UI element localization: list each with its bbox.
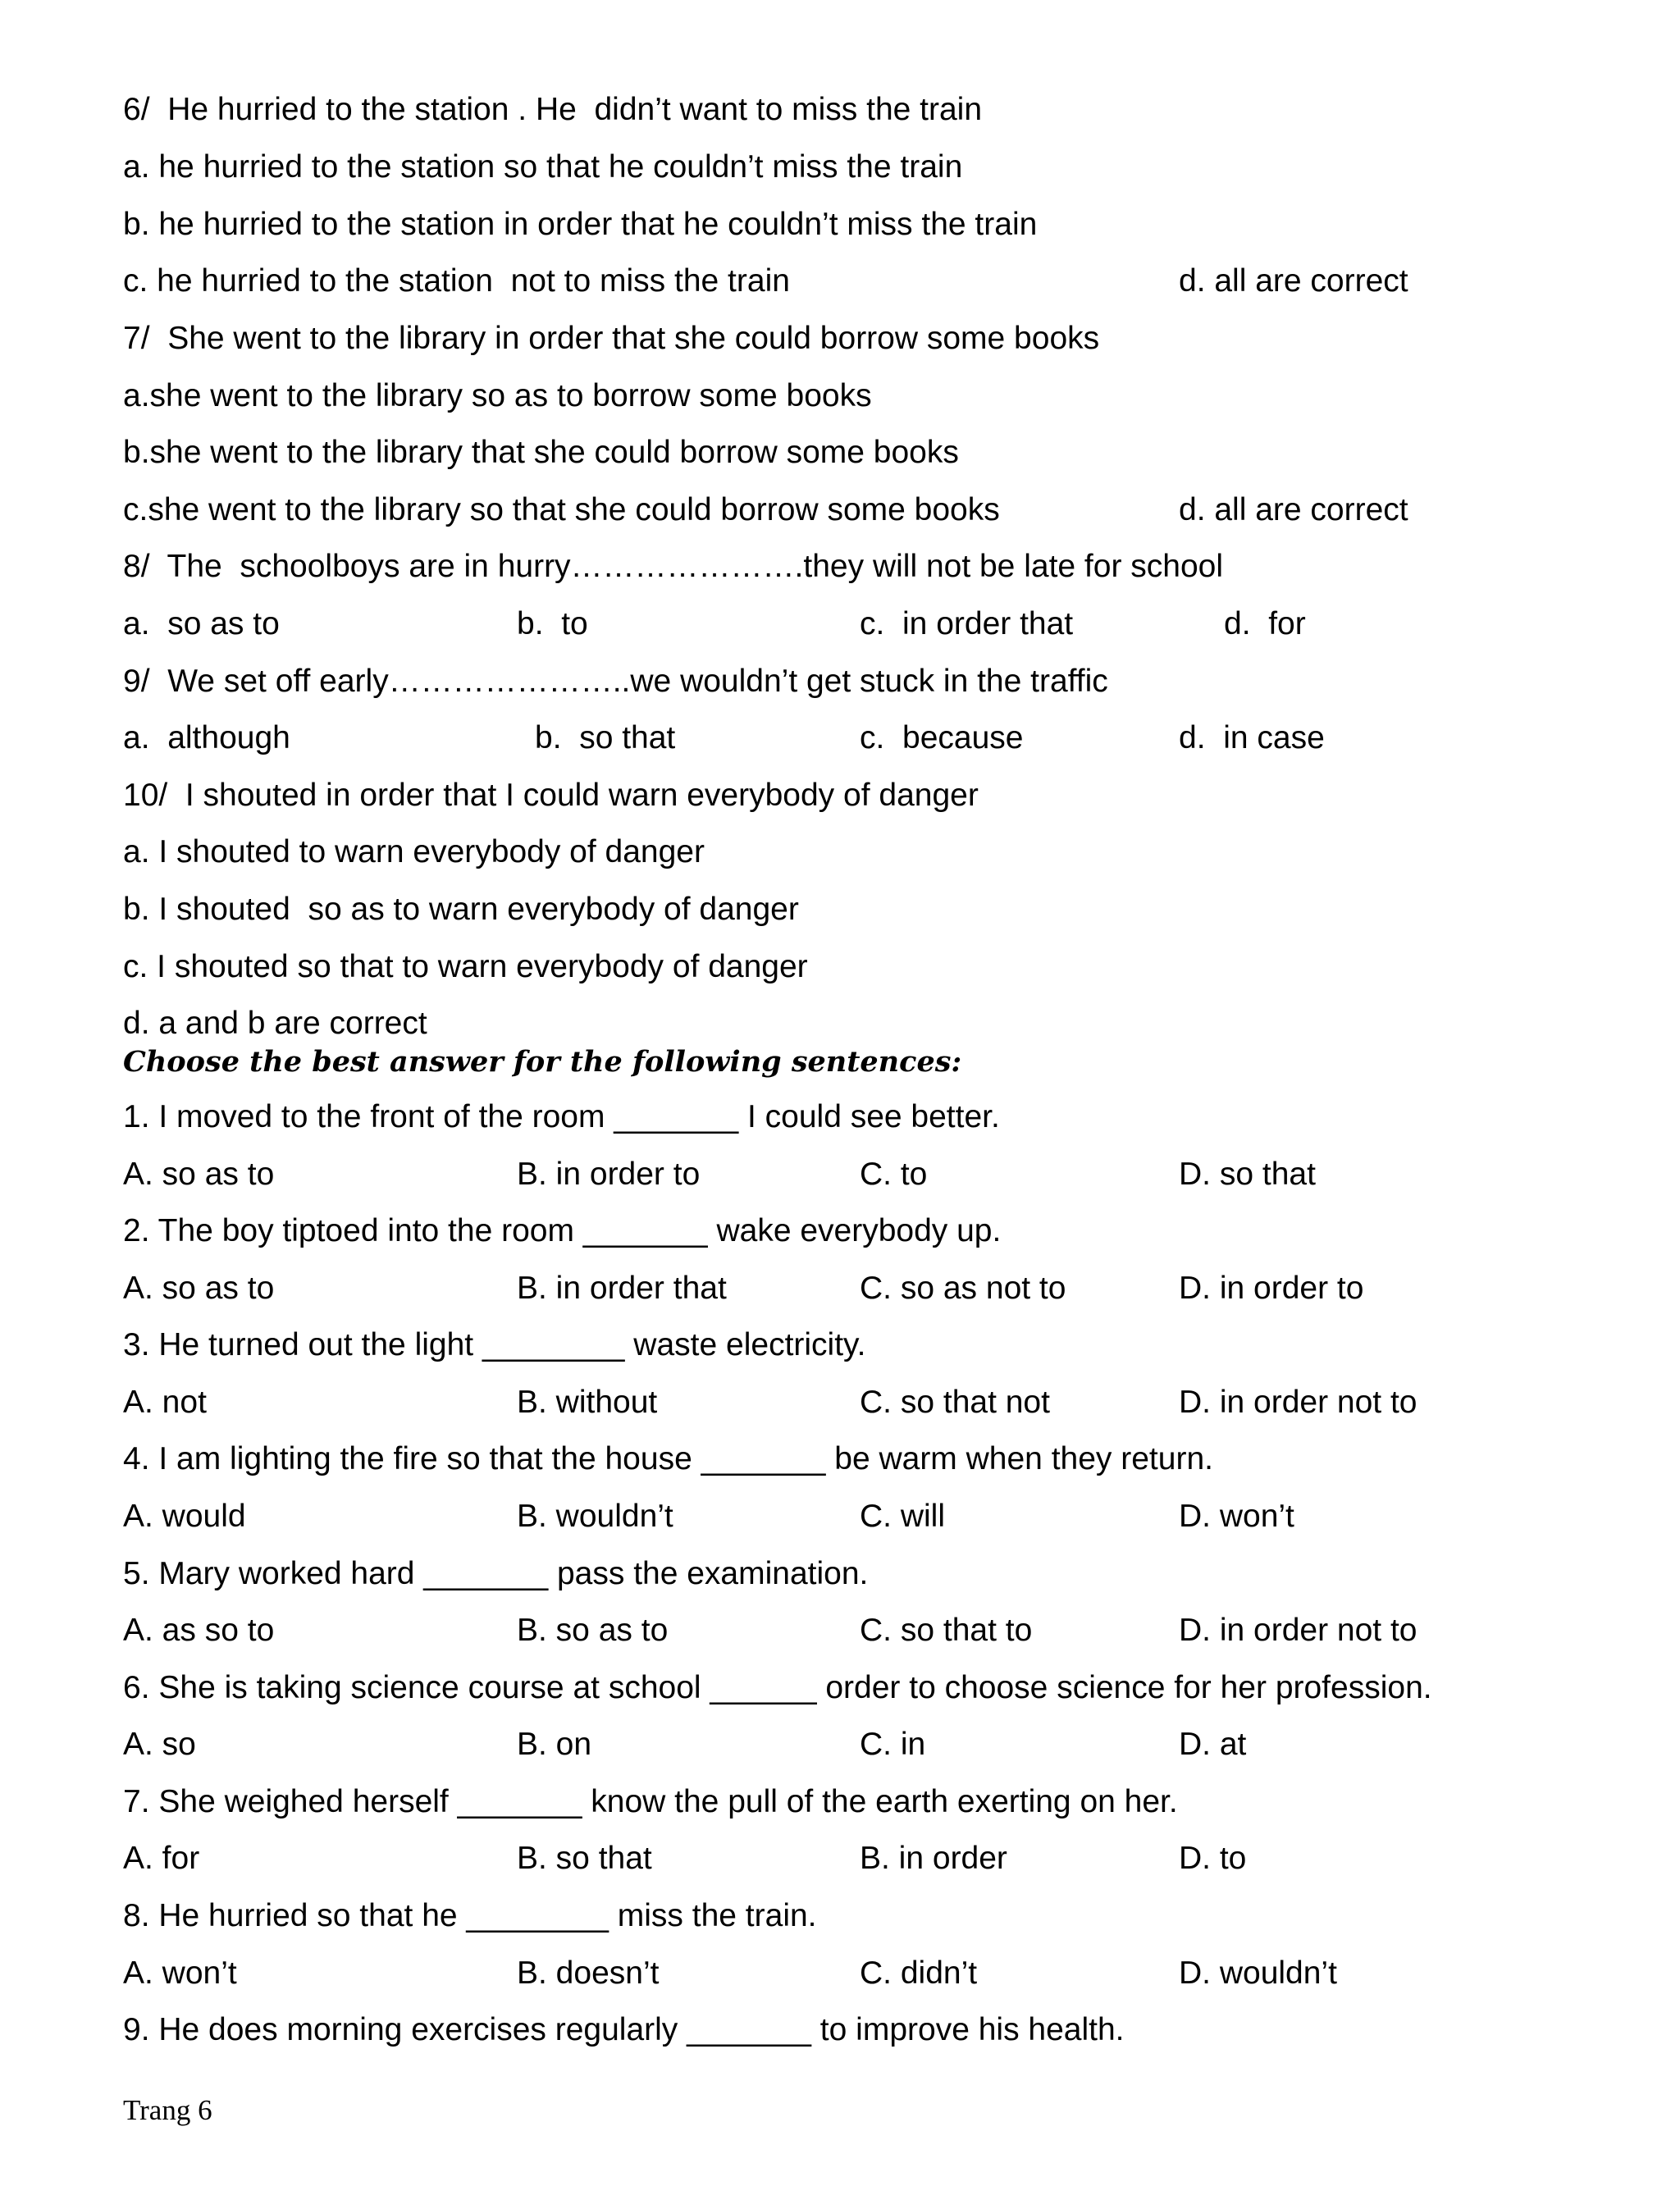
q10-option-c: c. I shouted so that to warn everybody of danger: [123, 949, 808, 984]
p2-q8-options: [123, 1949, 1600, 1998]
p2-q1-option-b: B. in order to: [517, 1157, 701, 1192]
p2-q4-text: 4. I am lighting the fire so that the house _______ be warm when they return.: [123, 1441, 1213, 1476]
q9-question: 9/ We set off early…………………..we wouldn’t get stuck in the traffic: [123, 664, 1108, 699]
p2-q8-option-a: A. won’t: [123, 1955, 237, 1991]
p2-q3-option-a: A. not: [123, 1385, 207, 1420]
p2-q2-option-d: D. in order to: [1179, 1271, 1364, 1306]
q6-option-c: c. he hurried to the station not to miss the train: [123, 263, 790, 299]
p2-q8-text: 8. He hurried so that he ________ miss the train.: [123, 1898, 817, 1933]
p2-q4-options: [123, 1492, 1600, 1541]
p2-q8-option-c: C. didn’t: [860, 1955, 978, 1991]
p2-q8-option-b: B. doesn’t: [517, 1955, 660, 1991]
p2-q6-option-b: B. on: [517, 1727, 592, 1762]
p2-q2-text: 2. The boy tiptoed into the room _______ wake everybody up.: [123, 1213, 1002, 1248]
q9-option-a: a. although: [123, 720, 290, 755]
q8-question: 8/ The schoolboys are in hurry………………….they will not be late for school: [123, 549, 1224, 584]
page-number: Trang 6: [123, 2094, 212, 2126]
p2-q1-option-c: C. to: [860, 1157, 928, 1192]
p2-q6-option-c: C. in: [860, 1727, 926, 1762]
q6-option-d: d. all are correct: [1179, 263, 1408, 299]
p2-q6-options: [123, 1720, 1600, 1769]
p2-q1-option-d: D. so that: [1179, 1157, 1316, 1192]
q7-option-a: a.she went to the library so as to borrow some books: [123, 378, 872, 413]
q8-option-d: d. for: [1224, 606, 1306, 641]
p2-q7-option-c: B. in order: [860, 1841, 1007, 1876]
p2-q5-options: [123, 1606, 1600, 1655]
q9-options: [123, 714, 1600, 763]
q7-options-cd: [123, 486, 1600, 535]
p2-q4-option-d: D. won’t: [1179, 1499, 1294, 1534]
p2-q6-option-a: A. so: [123, 1727, 196, 1762]
p2-q2-option-c: C. so as not to: [860, 1271, 1066, 1306]
q6-option-a: a. he hurried to the station so that he couldn’t miss the train: [123, 149, 963, 185]
p2-q3-text: 3. He turned out the light ________ waste electricity.: [123, 1327, 866, 1362]
p2-q1-options: [123, 1150, 1600, 1199]
p2-q1-text: 1. I moved to the front of the room _______ I could see better.: [123, 1099, 1000, 1134]
section-heading: Choose the best answer for the following sentences:: [123, 1045, 962, 1079]
q8-option-b: b. to: [517, 606, 588, 641]
p2-q4-option-a: A. would: [123, 1499, 246, 1534]
p2-q7-option-b: B. so that: [517, 1841, 652, 1876]
p2-q2-options: [123, 1264, 1600, 1313]
p2-q3-option-c: C. so that not: [860, 1385, 1050, 1420]
q6-options-cd: [123, 257, 1600, 306]
p2-q5-option-d: D. in order not to: [1179, 1613, 1418, 1648]
p2-q7-option-d: D. to: [1179, 1841, 1247, 1876]
q10-option-a: a. I shouted to warn everybody of danger: [123, 834, 705, 869]
q9-option-d: d. in case: [1179, 720, 1325, 755]
q10-option-d: d. a and b are correct: [123, 1006, 427, 1041]
q9-option-b: b. so that: [535, 720, 676, 755]
p2-q8-option-d: D. wouldn’t: [1179, 1955, 1337, 1991]
q6-option-b: b. he hurried to the station in order that he couldn’t miss the train: [123, 207, 1038, 242]
q6-question: 6/ He hurried to the station . He didn’t want to miss the train: [123, 92, 983, 127]
p2-q5-option-b: B. so as to: [517, 1613, 669, 1648]
p2-q3-option-b: B. without: [517, 1385, 658, 1420]
p2-q7-options: [123, 1834, 1600, 1883]
p2-q2-option-a: A. so as to: [123, 1271, 275, 1306]
p2-q3-options: [123, 1378, 1600, 1427]
q10-option-b: b. I shouted so as to warn everybody of danger: [123, 892, 799, 927]
p2-q6-text: 6. She is taking science course at school ______ order to choose science for her profession.: [123, 1670, 1432, 1705]
q7-option-d: d. all are correct: [1179, 492, 1408, 527]
p2-q5-option-a: A. as so to: [123, 1613, 275, 1648]
q7-option-c: c.she went to the library so that she could borrow some books: [123, 492, 1000, 527]
q7-question: 7/ She went to the library in order that she could borrow some books: [123, 321, 1100, 356]
p2-q5-option-c: C. so that to: [860, 1613, 1033, 1648]
q8-options: [123, 600, 1600, 649]
q7-option-b: b.she went to the library that she could borrow some books: [123, 435, 959, 470]
p2-q3-option-d: D. in order not to: [1179, 1385, 1418, 1420]
q10-question: 10/ I shouted in order that I could warn everybody of danger: [123, 778, 979, 813]
q8-option-c: c. in order that: [860, 606, 1074, 641]
p2-q4-option-b: B. wouldn’t: [517, 1499, 673, 1534]
p2-q1-option-a: A. so as to: [123, 1157, 275, 1192]
q9-option-c: c. because: [860, 720, 1024, 755]
q8-option-a: a. so as to: [123, 606, 280, 641]
p2-q6-option-d: D. at: [1179, 1727, 1247, 1762]
p2-q7-option-a: A. for: [123, 1841, 200, 1876]
p2-q5-text: 5. Mary worked hard _______ pass the examination.: [123, 1556, 869, 1591]
p2-q9-text: 9. He does morning exercises regularly _______ to improve his health.: [123, 2012, 1125, 2047]
p2-q2-option-b: B. in order that: [517, 1271, 727, 1306]
p2-q7-text: 7. She weighed herself _______ know the pull of the earth exerting on her.: [123, 1784, 1178, 1819]
p2-q4-option-c: C. will: [860, 1499, 945, 1534]
